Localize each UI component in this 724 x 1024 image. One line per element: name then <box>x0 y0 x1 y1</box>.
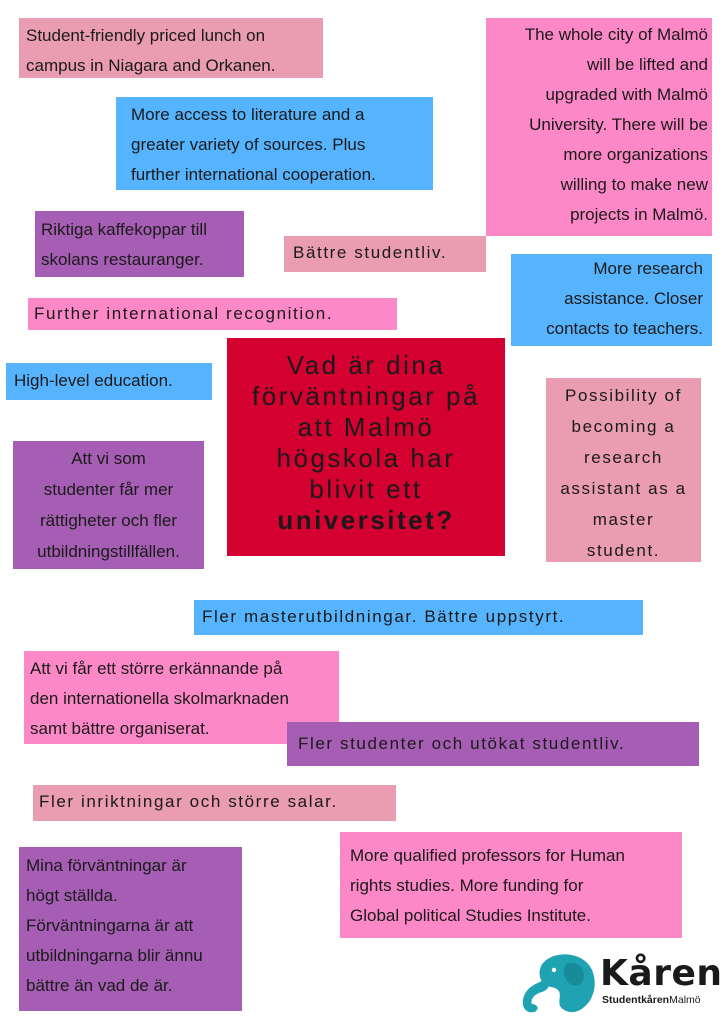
center-question <box>227 338 505 556</box>
note-line: utbildningstillfällen. <box>37 542 180 561</box>
note-line: projects in Malmö. <box>570 205 708 224</box>
note-line: More access to literature and a <box>131 105 365 124</box>
note-line: University. There will be <box>529 115 708 134</box>
note-line: further international cooperation. <box>131 165 376 184</box>
note-line: greater variety of sources. Plus <box>131 135 366 154</box>
note-line: student. <box>586 541 661 560</box>
note-line: assistant as a <box>560 479 687 498</box>
note-research-assistance <box>511 254 712 346</box>
note-kaffekoppar <box>35 211 244 277</box>
note-line: Mina förväntningar är <box>26 856 187 875</box>
note-line: bättre än vad de är. <box>26 976 173 995</box>
note-line: Förväntningarna är att <box>26 916 194 935</box>
question-line: Vad är dina <box>286 350 446 380</box>
note-line: studenter får mer <box>43 480 174 499</box>
note-line: More research <box>593 259 703 278</box>
note-line: High-level education. <box>14 371 173 390</box>
elephant-icon <box>514 950 598 1016</box>
question-line: att Malmö <box>297 412 435 442</box>
note-line: Further international recognition. <box>34 304 334 323</box>
note-fler-studenter <box>287 722 699 766</box>
note-line: master <box>592 510 655 529</box>
note-line: More qualified professors for Human <box>350 846 625 865</box>
note-recognition <box>28 298 397 330</box>
note-line: will be lifted and <box>587 55 708 74</box>
note-line: rättigheter och fler <box>39 511 177 530</box>
question-line: förväntningar på <box>252 381 480 411</box>
note-line: Bättre studentliv. <box>293 243 448 262</box>
question-emphasis: universitet? <box>277 505 455 535</box>
note-line: Global political Studies Institute. <box>350 906 591 925</box>
note-line: utbildningarna blir ännu <box>26 946 203 965</box>
logo-sub-regular: Malmö <box>669 994 701 1006</box>
note-line: campus in Niagara and Orkanen. <box>26 56 276 75</box>
note-line: rights studies. More funding for <box>350 876 584 895</box>
note-line: assistance. Closer <box>564 289 703 308</box>
note-line: Att vi som <box>71 449 146 468</box>
note-professors <box>340 832 682 938</box>
note-inriktningar <box>33 785 396 821</box>
note-line: Riktiga kaffekoppar till <box>41 220 207 239</box>
note-line: research <box>584 448 663 467</box>
question-line: blivit ett <box>309 474 423 504</box>
logo-subtitle <box>602 994 701 1006</box>
note-line: Att vi får ett större erkännande på <box>30 659 283 678</box>
note-high-level <box>6 363 212 400</box>
note-line: Possibility of <box>565 386 682 405</box>
note-master <box>194 600 643 635</box>
note-line: The whole city of Malmö <box>524 25 708 44</box>
note-line: Student-friendly priced lunch on <box>26 26 266 45</box>
note-line: willing to make new <box>560 175 708 194</box>
note-line: more organizations <box>563 145 708 164</box>
note-rattigheter <box>13 441 204 569</box>
karen-logo <box>514 948 723 1018</box>
note-forvantningar <box>19 847 242 1011</box>
note-line: högt ställda. <box>26 886 118 905</box>
note-city <box>486 18 712 236</box>
logo-sub-bold: Studentkåren <box>602 994 670 1006</box>
note-lunch <box>19 18 323 78</box>
note-line: upgraded with Malmö <box>545 85 708 104</box>
note-line: den internationella skolmarknaden <box>30 689 289 708</box>
note-line: samt bättre organiserat. <box>30 719 210 738</box>
note-line: contacts to teachers. <box>546 319 703 338</box>
note-research-assistant <box>546 378 701 562</box>
note-line: Fler inriktningar och större salar. <box>39 792 338 811</box>
question-line: högskola har <box>276 443 456 473</box>
note-line: Fler studenter och utökat studentliv. <box>298 734 626 753</box>
logo-wordmark: Kåren <box>600 953 723 994</box>
note-literature <box>116 97 433 190</box>
note-line: becoming a <box>571 417 676 436</box>
note-line: skolans restauranger. <box>41 250 204 269</box>
note-studentliv <box>284 236 486 272</box>
note-line: Fler masterutbildningar. Bättre uppstyrt. <box>202 607 566 626</box>
